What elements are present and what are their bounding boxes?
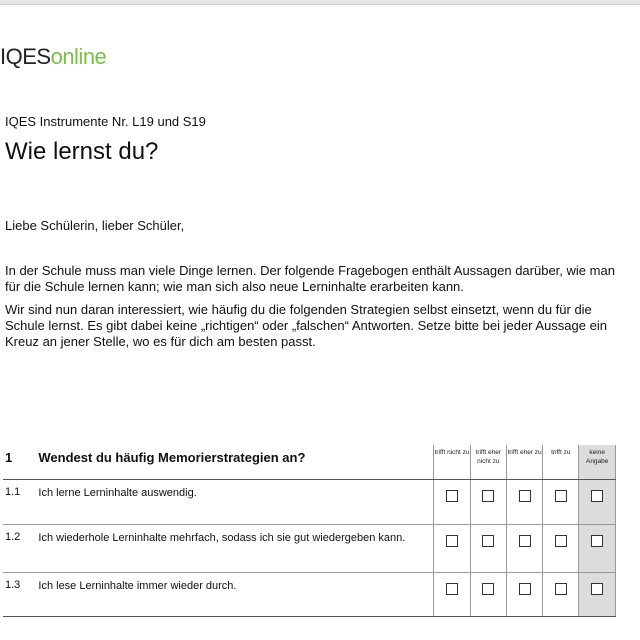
logo-text-online: online bbox=[50, 44, 107, 69]
option-header-trifft-eher-nicht-zu: trifft eher nicht zu bbox=[470, 445, 506, 480]
page-title: Wie lernst du? bbox=[5, 138, 159, 165]
question-row bbox=[3, 573, 616, 617]
checkbox-trifft-eher-zu[interactable] bbox=[519, 490, 531, 502]
logo-text-iqes: IQES bbox=[0, 44, 51, 69]
option-header-keine-angabe: keine Angabe bbox=[579, 445, 616, 480]
intro-paragraph-2: Wir sind nun daran interessiert, wie häufig du die folgenden Strategien selbst einsetzt, wenn du für die Schule lernst. Es gibt dabei keine „richtigen“ oder „falschen“ Antworten. Setze bitte bei jeder Aussage ein Kreuz an jener Stelle, wo es für dich am besten passt. bbox=[5, 302, 607, 349]
checkbox-trifft-zu[interactable] bbox=[555, 535, 567, 547]
checkbox-keine-angabe[interactable] bbox=[591, 535, 603, 547]
option-header-trifft-eher-zu: trifft eher zu bbox=[506, 445, 542, 480]
section-title: Wendest du häufig Memorierstrategien an? bbox=[38, 445, 434, 480]
item-number: 1.3 bbox=[3, 573, 38, 617]
item-number: 1.1 bbox=[3, 480, 38, 525]
checkbox-keine-angabe[interactable] bbox=[591, 490, 603, 502]
checkbox-trifft-nicht-zu[interactable] bbox=[446, 583, 458, 595]
option-header-trifft-zu: trifft zu bbox=[543, 445, 579, 480]
checkbox-trifft-eher-nicht-zu[interactable] bbox=[482, 535, 494, 547]
item-text: Ich lese Lerninhalte immer wieder durch. bbox=[38, 573, 434, 617]
instrument-subtitle: IQES Instrumente Nr. L19 und S19 bbox=[5, 114, 206, 129]
checkbox-trifft-zu[interactable] bbox=[555, 490, 567, 502]
item-text: Ich wiederhole Lerninhalte mehrfach, sodass ich sie gut wiedergeben kann. bbox=[38, 525, 434, 573]
section-number: 1 bbox=[3, 445, 38, 480]
iqes-logo bbox=[0, 44, 106, 70]
question-header-row bbox=[3, 445, 616, 480]
item-text: Ich lerne Lerninhalte auswendig. bbox=[38, 480, 434, 525]
top-bar bbox=[0, 0, 640, 5]
checkbox-trifft-eher-zu[interactable] bbox=[519, 535, 531, 547]
checkbox-trifft-zu[interactable] bbox=[555, 583, 567, 595]
question-row bbox=[3, 525, 616, 573]
question-row bbox=[3, 480, 616, 525]
item-number: 1.2 bbox=[3, 525, 38, 573]
questionnaire-table bbox=[3, 445, 616, 617]
checkbox-keine-angabe[interactable] bbox=[591, 583, 603, 595]
option-header-trifft-nicht-zu: trifft nicht zu bbox=[434, 445, 470, 480]
checkbox-trifft-nicht-zu[interactable] bbox=[446, 535, 458, 547]
greeting-text: Liebe Schülerin, lieber Schüler, bbox=[5, 218, 185, 233]
intro-paragraph-1: In der Schule muss man viele Dinge lernen. Der folgende Fragebogen enthält Aussagen darüber, wie man für die Schule lernen kann; wie man sich also neue Lerninhalte erarbeiten kann. bbox=[5, 263, 615, 294]
checkbox-trifft-nicht-zu[interactable] bbox=[446, 490, 458, 502]
checkbox-trifft-eher-nicht-zu[interactable] bbox=[482, 490, 494, 502]
checkbox-trifft-eher-zu[interactable] bbox=[519, 583, 531, 595]
checkbox-trifft-eher-nicht-zu[interactable] bbox=[482, 583, 494, 595]
